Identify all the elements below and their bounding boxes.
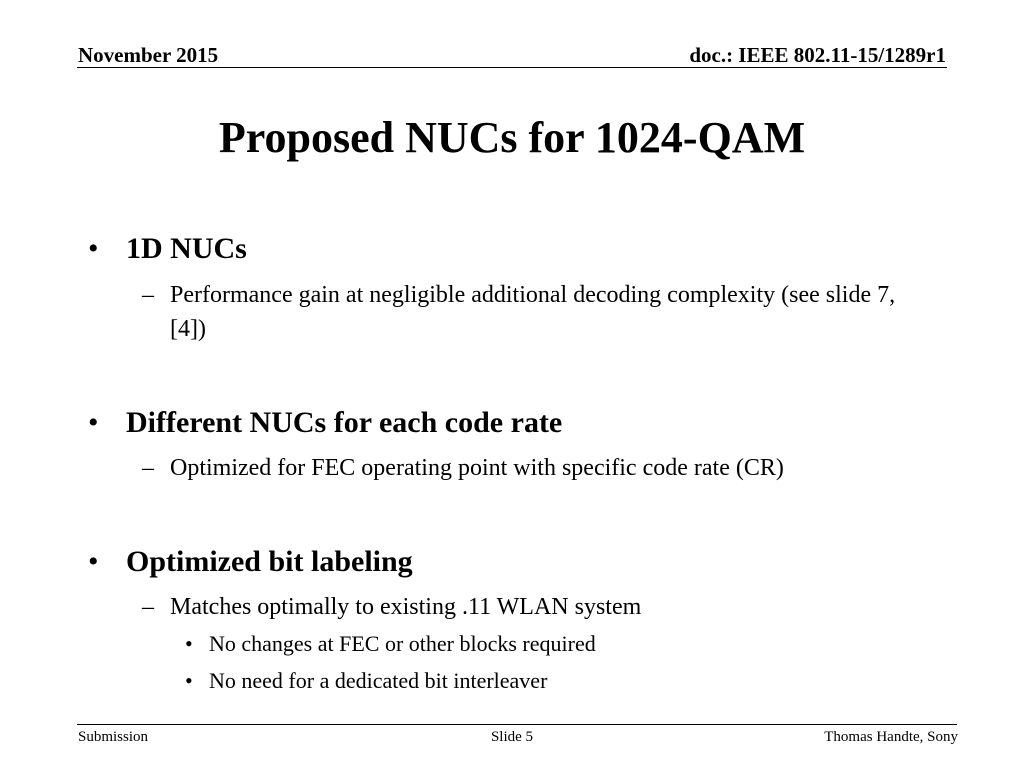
sub-bullet-item: [142, 451, 910, 485]
bullet-item: [88, 231, 247, 267]
bullet-text: Different NUCs for each code rate: [126, 406, 563, 439]
bullet-dot-icon: •: [185, 631, 193, 656]
bullet-text: Optimized bit labeling: [126, 545, 413, 578]
dash-icon: –: [142, 282, 154, 308]
bullet-dot-icon: •: [185, 668, 193, 693]
slide-title: Proposed NUCs for 1024-QAM: [218, 113, 806, 162]
bullet-dot-icon: •: [88, 545, 99, 578]
bullet-item: [88, 544, 413, 580]
footer-submission: Submission: [78, 729, 149, 745]
bullet-dot-icon: •: [88, 232, 99, 265]
dash-icon: –: [142, 455, 154, 481]
bullet-dot-icon: •: [88, 406, 99, 439]
dash-icon: –: [142, 594, 154, 620]
footer-author: Thomas Handte, Sony: [824, 729, 958, 745]
sub-bullet-text: Optimized for FEC operating point with specific code rate (CR): [170, 455, 784, 481]
footer-slide-number: Slide 5: [490, 729, 534, 745]
sub-sub-bullet-text: No need for a dedicated bit interleaver: [209, 668, 548, 693]
header-date: November 2015: [78, 43, 219, 67]
sub-sub-bullet-item: [185, 666, 548, 696]
sub-bullet-item: [142, 590, 910, 624]
footer-divider: [77, 724, 957, 725]
sub-bullet-text: Performance gain at negligible additional decoding complexity (see slide 7, [4]): [170, 282, 896, 342]
sub-bullet-item: [142, 278, 910, 346]
header-doc-id: doc.: IEEE 802.11-15/1289r1: [689, 43, 946, 67]
sub-sub-bullet-item: [185, 629, 596, 659]
bullet-item: [88, 405, 563, 441]
sub-bullet-text: Matches optimally to existing .11 WLAN system: [170, 594, 642, 620]
bullet-text: 1D NUCs: [126, 232, 247, 265]
sub-sub-bullet-text: No changes at FEC or other blocks required: [209, 631, 596, 656]
